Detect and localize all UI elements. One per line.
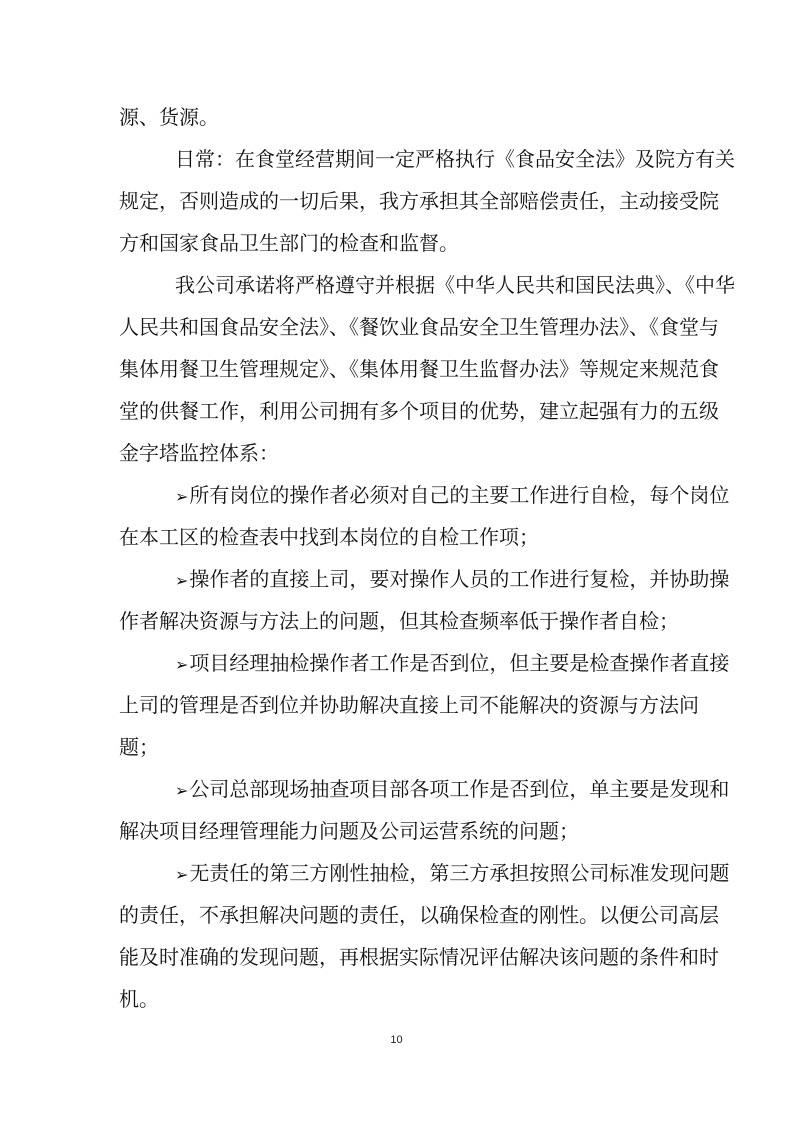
arrowhead-bullet-icon: ➢ xyxy=(175,487,189,506)
bullet-line xyxy=(119,852,730,894)
text-line: 解决项目经理管理能力问题及公司运营系统的问题； xyxy=(119,819,579,843)
text-line: 我公司承诺将严格遵守并根据《中华人民共和国民法典》、《中华 xyxy=(175,273,735,297)
text-line: 日常：在食堂经营期间一定严格执行《食品安全法》及院方有关 xyxy=(175,147,735,171)
text-line: 源、货源。 xyxy=(119,105,219,129)
text-line: 人民共和国食品安全法》、《餐饮业食品安全卫生管理办法》、《食堂与 xyxy=(119,315,719,339)
text-line: 集体用餐卫生管理规定》、《集体用餐卫生监督办法》等规定来规范食 xyxy=(119,357,719,381)
text-line: 的责任，不承担解决问题的责任，以确保检查的刚性。以便公司高层 xyxy=(119,903,719,927)
bullet-line xyxy=(119,474,730,516)
bullet-line xyxy=(119,642,730,684)
text-line: 规定，否则造成的一切后果，我方承担其全部赔偿责任，主动接受院 xyxy=(119,189,719,213)
text-line: 金字塔监控体系： xyxy=(119,441,279,465)
text-line: 操作者的直接上司，要对操作人员的工作进行复检，并协助操 xyxy=(189,567,730,591)
page-number: 10 xyxy=(390,1034,403,1046)
text-line: 作者解决资源与方法上的问题，但其检查频率低于操作者自检； xyxy=(119,609,679,633)
text-line: 上司的管理是否到位并协助解决直接上司不能解决的资源与方法问 xyxy=(119,693,699,717)
text-line: 所有岗位的操作者必须对自己的主要工作进行自检，每个岗位 xyxy=(189,483,730,507)
text-line: 堂的供餐工作，利用公司拥有多个项目的优势，建立起强有力的五级 xyxy=(119,399,719,423)
text-line: 机。 xyxy=(119,987,159,1011)
document-body xyxy=(119,96,735,1020)
arrowhead-bullet-icon: ➢ xyxy=(175,571,189,590)
text-line: 无责任的第三方刚性抽检，第三方承担按照公司标准发现问题 xyxy=(189,861,730,885)
bullet-line xyxy=(119,558,730,600)
arrowhead-bullet-icon: ➢ xyxy=(175,865,189,884)
text-line: 公司总部现场抽查项目部各项工作是否到位，单主要是发现和 xyxy=(189,777,730,801)
text-line: 项目经理抽检操作者工作是否到位，但主要是检查操作者直接 xyxy=(189,651,730,675)
text-line: 在本工区的检查表中找到本岗位的自检工作项； xyxy=(119,525,539,549)
bullet-line xyxy=(119,768,730,810)
arrowhead-bullet-icon: ➢ xyxy=(175,781,189,800)
text-line: 方和国家食品卫生部门的检查和监督。 xyxy=(119,231,459,255)
arrowhead-bullet-icon: ➢ xyxy=(175,655,189,674)
text-line: 题； xyxy=(119,735,159,759)
text-line: 能及时准确的发现问题，再根据实际情况评估解决该问题的条件和时 xyxy=(119,945,719,969)
